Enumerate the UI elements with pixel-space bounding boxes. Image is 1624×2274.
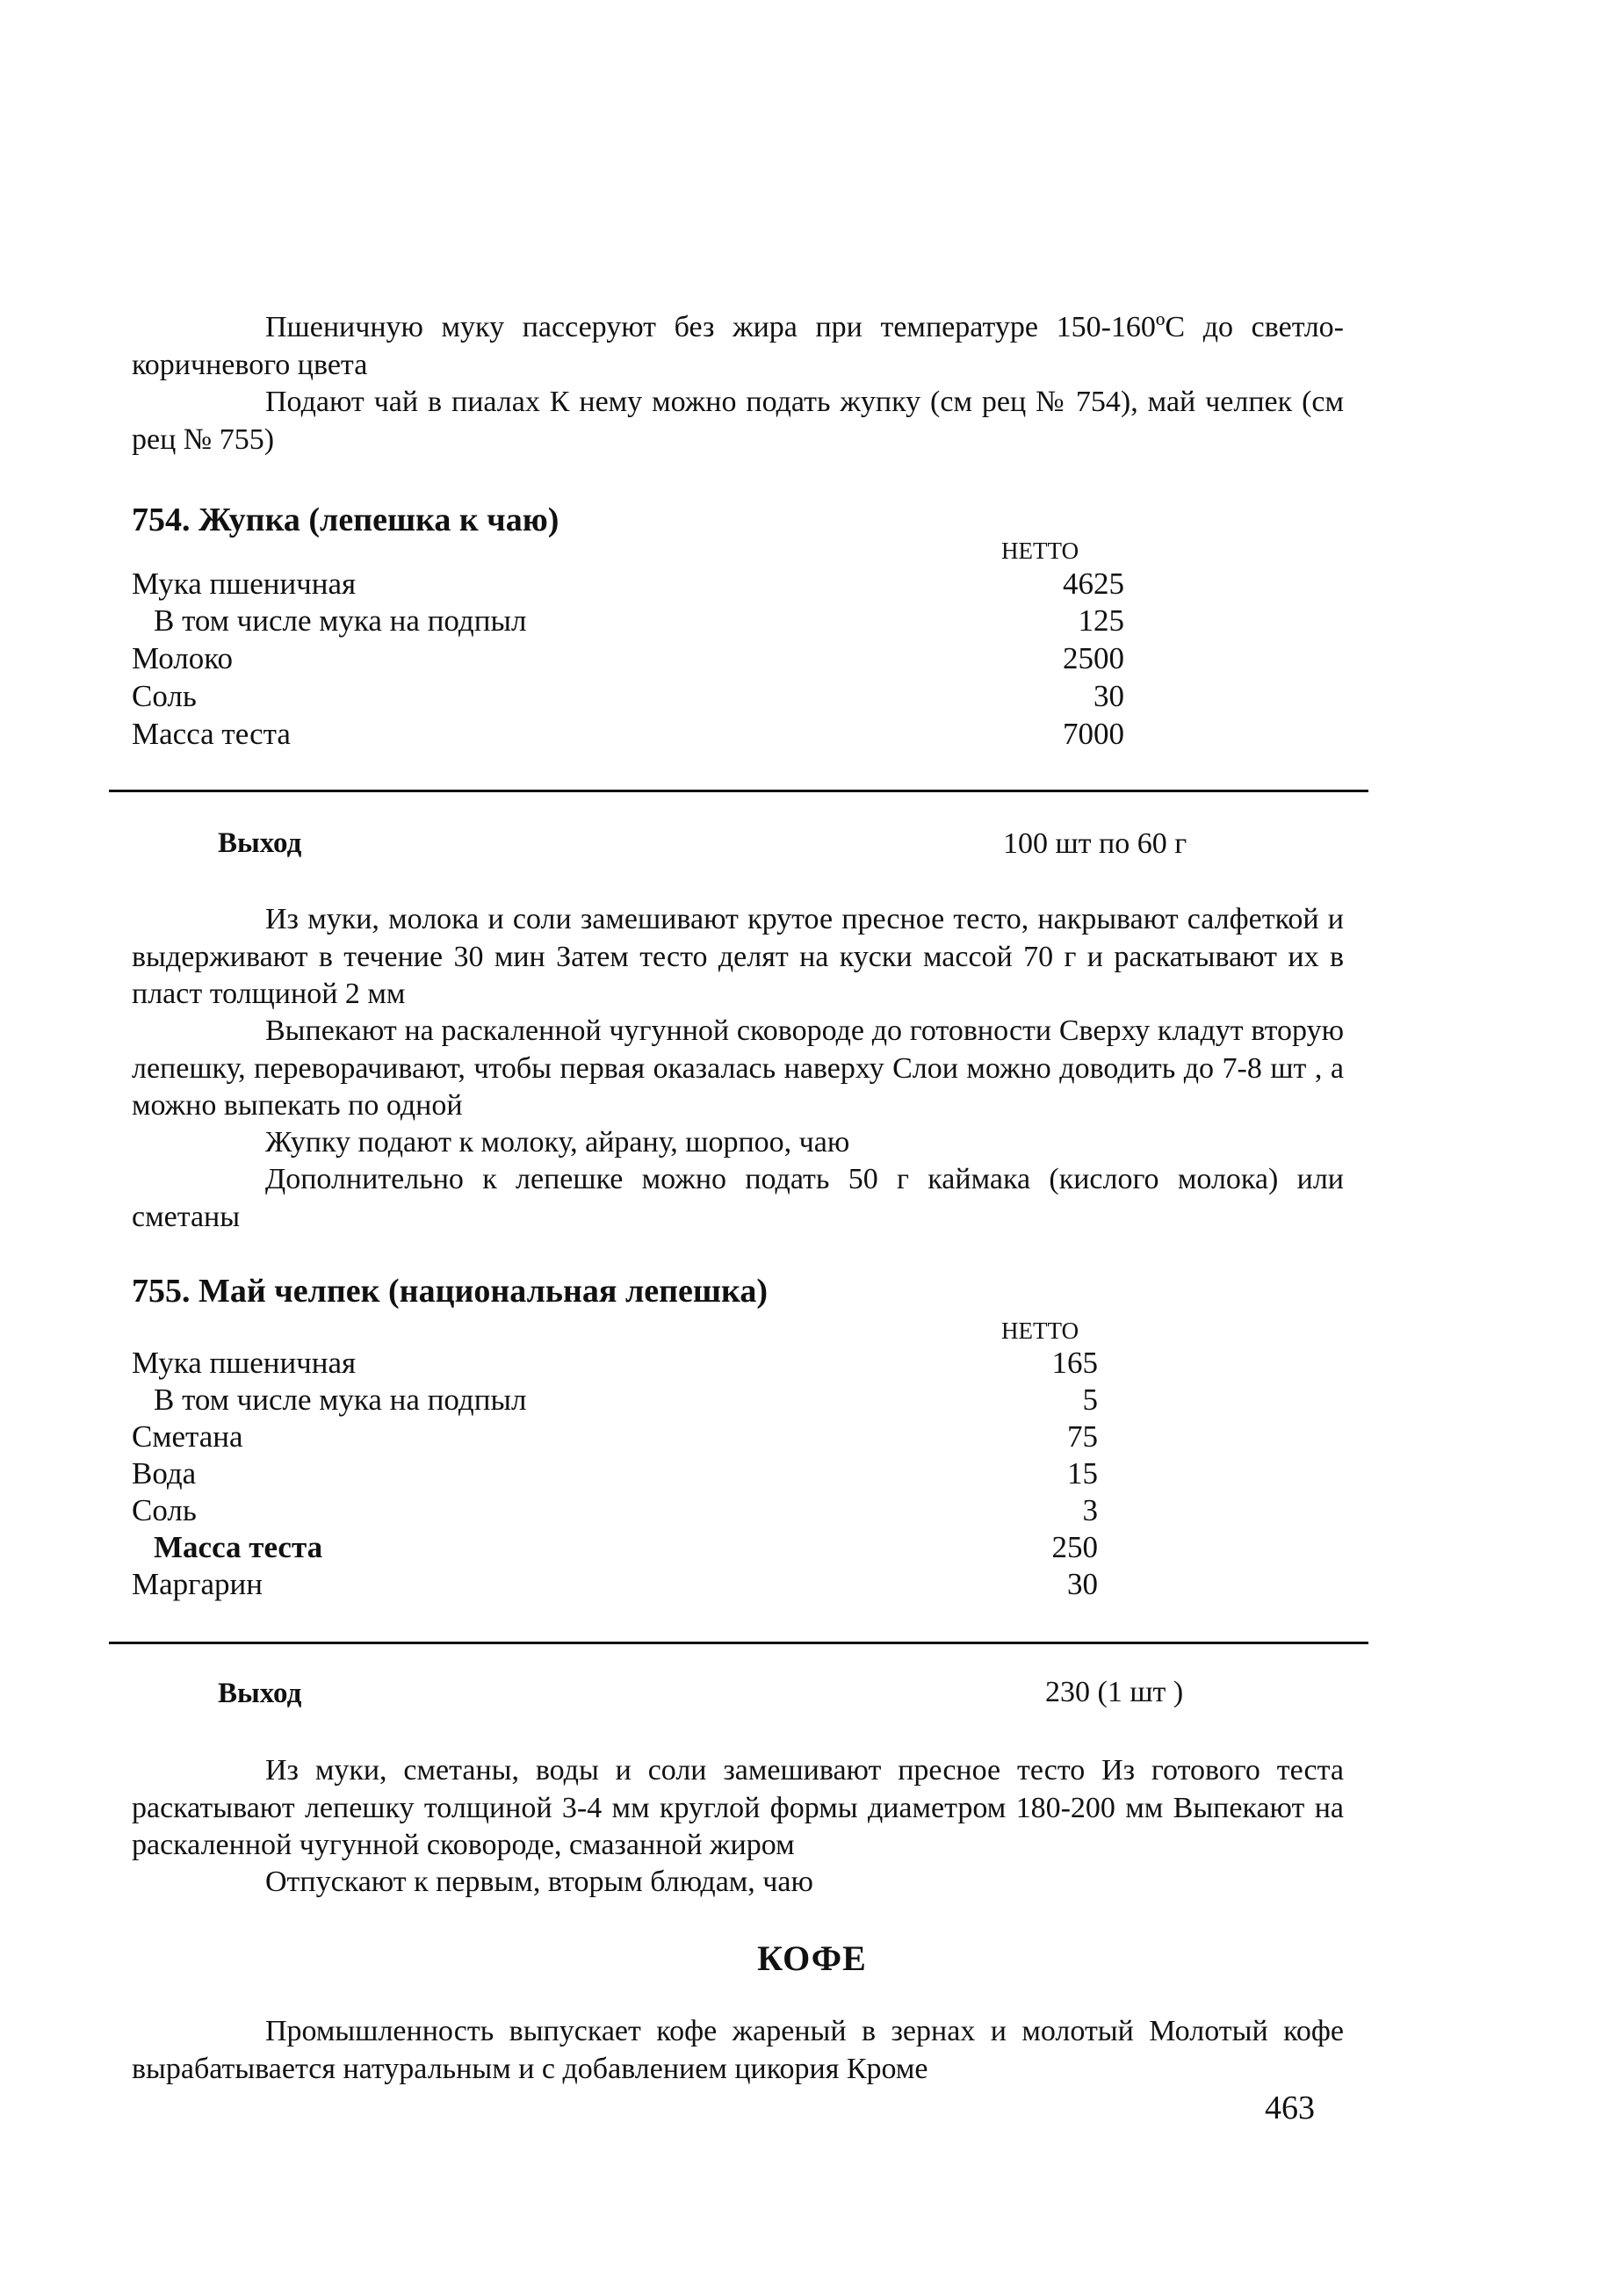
ingredient-name: В том числе мука на подпыл [154,603,527,638]
ingredient-value: 30 [1093,679,1124,713]
ingredient-value: 2500 [1063,641,1124,675]
ingredient-name: Сметана [132,1419,243,1454]
ingredient-name: Мука пшеничная [132,1346,357,1380]
intro-paragraph-2: Подают чай в пиалах К нему можно подать жупку (см рец № 754), май челпек (см рец № 755) [132,386,1344,456]
ingredient-row [132,640,1124,677]
ingredient-value: 75 [1067,1419,1098,1454]
ingredient-value: 165 [1051,1346,1098,1380]
recipe-754-method-1: Из муки, молока и соли замешивают крутое пресное тесто, накрывают салфеткой и выдерживают в течение 30 мин Затем тесто делят на куски массой 70 г и раскатывают их в пласт толщиной 2 мм [132,903,1344,1010]
ingredient-row [132,716,1124,753]
page-number: 463 [1265,2090,1315,2126]
intro-paragraph-1: Пшеничную муку пассеруют без жира при температуре 150-160ºС до светло-коричневого цвета [132,311,1344,381]
ingredient-row [132,1529,1098,1566]
recipe-755-method-2: Отпускают к первым, вторым блюдам, чаю [265,1866,813,1898]
recipe-755-yield-value: 230 (1 шт ) [1045,1676,1184,1708]
ingredient-value: 7000 [1063,717,1124,751]
ingredient-row [132,566,1124,603]
ingredient-value: 5 [1082,1382,1098,1417]
ingredient-name: Соль [132,679,197,713]
ingredient-name: Соль [132,1493,197,1527]
ingredient-row [132,1382,1098,1419]
ingredient-value: 125 [1078,603,1124,638]
ingredient-name: Маргарин [132,1567,263,1601]
ingredient-name: Масса теста [154,1530,323,1564]
ingredient-row [132,1492,1098,1529]
recipe-754-yield-label: Выход [218,827,302,859]
recipe-755-method-1: Из муки, сметаны, воды и соли замешивают пресное тесто Из готового теста раскатывают лепешку толщиной 3-4 мм круглой формы диаметром 180-200 мм Выпекают на раскаленной чугунной сковороде, смазанной жиром [132,1754,1344,1861]
recipe-754-yield-value: 100 шт по 60 г [1003,827,1187,860]
table-rule [109,1642,1368,1644]
coffee-paragraph: Промышленность выпускает кофе жареный в зернах и молотый Молотый кофе вырабатывается натуральным и с добавлением цикория Кроме [132,2015,1344,2085]
ingredient-name: Молоко [132,641,233,675]
recipe-755-title: 755. Май челпек (национальная лепешка) [132,1273,768,1310]
ingredient-row [132,1345,1098,1382]
ingredient-row [132,1566,1098,1603]
recipe-754-title: 754. Жупка (лепешка к чаю) [132,502,559,538]
ingredient-value: 4625 [1063,567,1124,601]
ingredient-name: Вода [132,1456,197,1491]
ingredient-name: Мука пшеничная [132,567,357,601]
ingredient-row [132,1419,1098,1455]
recipe-754-method-4: Дополнительно к лепешке можно подать 50 г каймака (кислого молока) или сметаны [132,1163,1344,1233]
ingredient-name: В том числе мука на подпыл [154,1382,527,1417]
ingredient-row [132,1455,1098,1492]
ingredient-row [132,603,1124,639]
ingredient-value: 15 [1067,1456,1098,1491]
section-title-coffee: КОФЕ [757,1938,867,1978]
recipe-754-method-2: Выпекают на раскаленной чугунной сковороде до готовности Сверху кладут вторую лепешку, переворачивают, чтобы первая оказалась наверху Слои можно доводить до 7-8 шт , а можно выпекать по одной [132,1014,1344,1122]
ingredient-name: Масса теста [132,717,291,751]
recipe-754-method-3: Жупку подают к молоку, айрану, шорпоо, чаю [265,1126,850,1159]
ingredient-row [132,678,1124,715]
recipe-755-yield-label: Выход [218,1678,302,1709]
table-rule [109,790,1368,792]
recipe-755-netto-label: НЕТТО [1001,1317,1079,1344]
recipe-754-netto-label: НЕТТО [1001,538,1079,564]
ingredient-value: 250 [1051,1530,1098,1564]
ingredient-value: 30 [1067,1567,1098,1601]
ingredient-value: 3 [1082,1493,1098,1527]
